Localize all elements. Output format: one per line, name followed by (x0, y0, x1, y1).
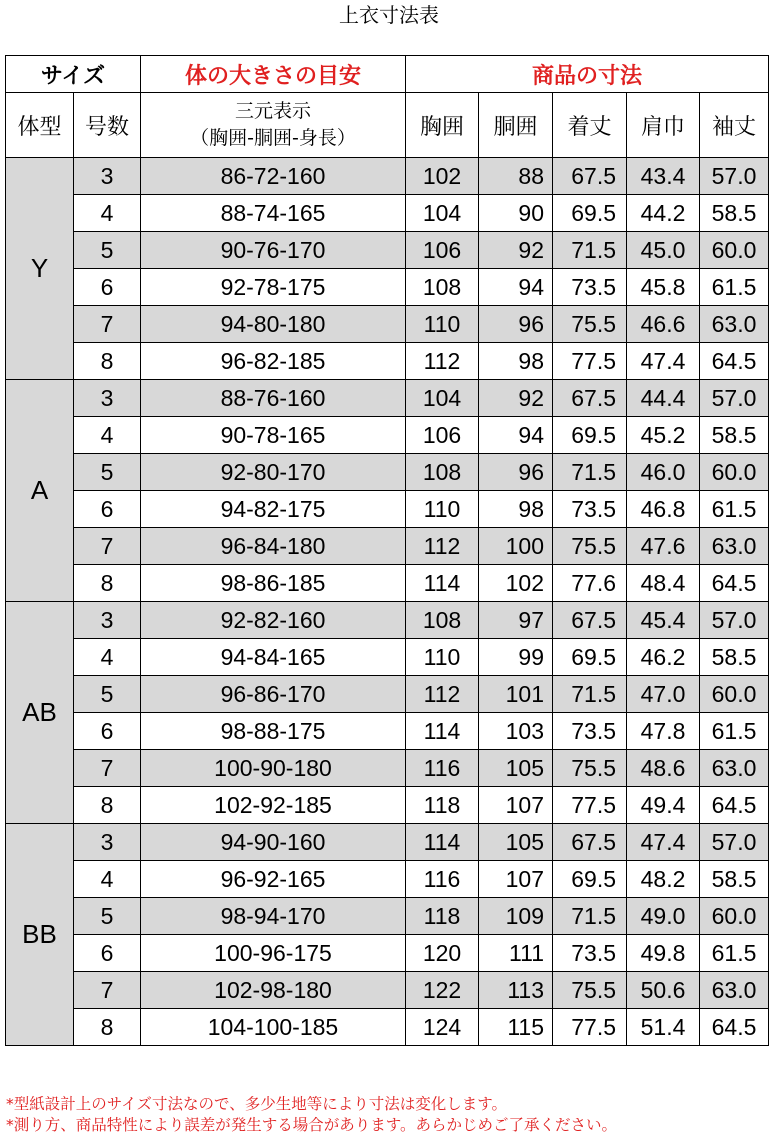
chest-cell: 118 (406, 898, 479, 935)
shoulder-cell: 49.0 (627, 898, 700, 935)
length-cell: 71.5 (553, 676, 627, 713)
sleeve-cell: 63.0 (700, 306, 769, 343)
sleeve-cell: 60.0 (700, 232, 769, 269)
sleeve-cell: 58.5 (700, 861, 769, 898)
waist-cell: 96 (479, 454, 553, 491)
table-row (6, 602, 769, 639)
waist-cell: 107 (479, 861, 553, 898)
length-cell: 71.5 (553, 454, 627, 491)
waist-cell: 105 (479, 824, 553, 861)
waist-cell: 103 (479, 713, 553, 750)
header-product-dims: 商品の寸法 (406, 56, 769, 93)
length-cell: 69.5 (553, 861, 627, 898)
chest-cell: 114 (406, 713, 479, 750)
sanmoku-cell: 100-96-175 (141, 935, 406, 972)
shoulder-cell: 46.6 (627, 306, 700, 343)
table-row (6, 639, 769, 676)
table-row (6, 898, 769, 935)
length-cell: 73.5 (553, 269, 627, 306)
shoulder-cell: 46.0 (627, 454, 700, 491)
length-cell: 71.5 (553, 898, 627, 935)
sanmoku-cell: 92-80-170 (141, 454, 406, 491)
length-cell: 75.5 (553, 750, 627, 787)
sleeve-cell: 64.5 (700, 343, 769, 380)
length-cell: 77.5 (553, 343, 627, 380)
waist-cell: 109 (479, 898, 553, 935)
waist-cell: 102 (479, 565, 553, 602)
table-row (6, 1009, 769, 1046)
chest-cell: 110 (406, 306, 479, 343)
size-number-cell: 4 (74, 861, 141, 898)
table-row (6, 269, 769, 306)
chest-cell: 110 (406, 639, 479, 676)
chest-cell: 112 (406, 676, 479, 713)
size-number-cell: 5 (74, 232, 141, 269)
table-row (6, 824, 769, 861)
sleeve-cell: 61.5 (700, 935, 769, 972)
sleeve-cell: 60.0 (700, 898, 769, 935)
sleeve-cell: 61.5 (700, 713, 769, 750)
header-shoulder: 肩巾 (627, 93, 700, 158)
chest-cell: 106 (406, 232, 479, 269)
header-sleeve: 袖丈 (700, 93, 769, 158)
sleeve-cell: 58.5 (700, 195, 769, 232)
length-cell: 69.5 (553, 195, 627, 232)
length-cell: 67.5 (553, 602, 627, 639)
table-row (6, 528, 769, 565)
shoulder-cell: 47.4 (627, 343, 700, 380)
shoulder-cell: 47.8 (627, 713, 700, 750)
size-number-cell: 3 (74, 380, 141, 417)
sanmoku-cell: 94-80-180 (141, 306, 406, 343)
sleeve-cell: 64.5 (700, 787, 769, 824)
size-number-cell: 8 (74, 565, 141, 602)
shoulder-cell: 48.6 (627, 750, 700, 787)
chest-cell: 124 (406, 1009, 479, 1046)
shoulder-cell: 49.4 (627, 787, 700, 824)
sanmoku-cell: 104-100-185 (141, 1009, 406, 1046)
table-row (6, 417, 769, 454)
table-row (6, 195, 769, 232)
size-number-cell: 5 (74, 898, 141, 935)
length-cell: 73.5 (553, 935, 627, 972)
waist-cell: 105 (479, 750, 553, 787)
sanmoku-cell: 100-90-180 (141, 750, 406, 787)
sleeve-cell: 64.5 (700, 1009, 769, 1046)
table-row (6, 935, 769, 972)
chest-cell: 102 (406, 158, 479, 195)
chest-cell: 108 (406, 602, 479, 639)
length-cell: 73.5 (553, 491, 627, 528)
sanmoku-cell: 88-76-160 (141, 380, 406, 417)
waist-cell: 100 (479, 528, 553, 565)
chest-cell: 118 (406, 787, 479, 824)
size-number-cell: 8 (74, 787, 141, 824)
size-number-cell: 6 (74, 491, 141, 528)
sleeve-cell: 61.5 (700, 491, 769, 528)
size-number-cell: 8 (74, 1009, 141, 1046)
sanmoku-cell: 92-82-160 (141, 602, 406, 639)
sanmoku-cell: 92-78-175 (141, 269, 406, 306)
size-number-cell: 7 (74, 750, 141, 787)
length-cell: 67.5 (553, 380, 627, 417)
sanmoku-cell: 96-82-185 (141, 343, 406, 380)
shoulder-cell: 44.2 (627, 195, 700, 232)
sleeve-cell: 63.0 (700, 528, 769, 565)
size-number-cell: 6 (74, 713, 141, 750)
waist-cell: 115 (479, 1009, 553, 1046)
header-sanmoku-line2: （胸囲-胴囲-身長） (190, 127, 356, 149)
size-number-cell: 4 (74, 417, 141, 454)
sanmoku-cell: 98-88-175 (141, 713, 406, 750)
length-cell: 77.5 (553, 787, 627, 824)
shoulder-cell: 51.4 (627, 1009, 700, 1046)
shoulder-cell: 47.6 (627, 528, 700, 565)
length-cell: 67.5 (553, 824, 627, 861)
table-row (6, 713, 769, 750)
chest-cell: 108 (406, 454, 479, 491)
shoulder-cell: 46.8 (627, 491, 700, 528)
note-1: *型紙設計上のサイズ寸法なので、多少生地等により寸法は変化します。 (6, 1095, 507, 1113)
note-2: *測り方、商品特性により誤差が発生する場合があります。あらかじめご了承ください。 (6, 1116, 618, 1134)
waist-cell: 92 (479, 380, 553, 417)
size-number-cell: 4 (74, 195, 141, 232)
size-number-cell: 5 (74, 676, 141, 713)
body-type-cell: Y (6, 158, 74, 380)
length-cell: 75.5 (553, 972, 627, 1009)
waist-cell: 94 (479, 269, 553, 306)
length-cell: 69.5 (553, 639, 627, 676)
sleeve-cell: 57.0 (700, 158, 769, 195)
waist-cell: 99 (479, 639, 553, 676)
table-row (6, 565, 769, 602)
chest-cell: 112 (406, 528, 479, 565)
sanmoku-cell: 96-86-170 (141, 676, 406, 713)
size-number-cell: 7 (74, 972, 141, 1009)
shoulder-cell: 46.2 (627, 639, 700, 676)
length-cell: 67.5 (553, 158, 627, 195)
sleeve-cell: 57.0 (700, 380, 769, 417)
sleeve-cell: 63.0 (700, 972, 769, 1009)
chest-cell: 122 (406, 972, 479, 1009)
chest-cell: 116 (406, 750, 479, 787)
shoulder-cell: 49.8 (627, 935, 700, 972)
chest-cell: 104 (406, 195, 479, 232)
table-row (6, 972, 769, 1009)
length-cell: 75.5 (553, 528, 627, 565)
chest-cell: 110 (406, 491, 479, 528)
sanmoku-cell: 86-72-160 (141, 158, 406, 195)
shoulder-cell: 45.0 (627, 232, 700, 269)
waist-cell: 94 (479, 417, 553, 454)
size-number-cell: 5 (74, 454, 141, 491)
size-number-cell: 3 (74, 824, 141, 861)
header-sanmoku-line1: 三元表示 (234, 100, 311, 122)
table-row (6, 676, 769, 713)
waist-cell: 98 (479, 343, 553, 380)
table-row (6, 454, 769, 491)
size-number-cell: 4 (74, 639, 141, 676)
shoulder-cell: 45.8 (627, 269, 700, 306)
sleeve-cell: 58.5 (700, 639, 769, 676)
size-number-cell: 3 (74, 602, 141, 639)
sanmoku-cell: 94-84-165 (141, 639, 406, 676)
header-number: 号数 (74, 93, 141, 158)
sanmoku-cell: 98-86-185 (141, 565, 406, 602)
length-cell: 71.5 (553, 232, 627, 269)
length-cell: 73.5 (553, 713, 627, 750)
shoulder-cell: 47.0 (627, 676, 700, 713)
waist-cell: 111 (479, 935, 553, 972)
sanmoku-cell: 90-78-165 (141, 417, 406, 454)
header-length: 着丈 (553, 93, 627, 158)
size-number-cell: 6 (74, 935, 141, 972)
waist-cell: 88 (479, 158, 553, 195)
table-row (6, 343, 769, 380)
shoulder-cell: 45.2 (627, 417, 700, 454)
header-body-type: 体型 (6, 93, 74, 158)
table-row (6, 861, 769, 898)
size-number-cell: 7 (74, 306, 141, 343)
length-cell: 77.6 (553, 565, 627, 602)
chest-cell: 120 (406, 935, 479, 972)
body-type-cell: AB (6, 602, 74, 824)
table-row (6, 306, 769, 343)
table-row (6, 232, 769, 269)
size-number-cell: 6 (74, 269, 141, 306)
header-body-guide: 体の大きさの目安 (141, 56, 406, 93)
length-cell: 75.5 (553, 306, 627, 343)
header-chest: 胸囲 (406, 93, 479, 158)
table-row (6, 158, 769, 195)
shoulder-cell: 50.6 (627, 972, 700, 1009)
page-title: 上衣寸法表 (339, 3, 439, 27)
body-type-cell: A (6, 380, 74, 602)
waist-cell: 97 (479, 602, 553, 639)
sleeve-cell: 57.0 (700, 824, 769, 861)
waist-cell: 96 (479, 306, 553, 343)
header-sanmoku (141, 93, 406, 158)
size-number-cell: 8 (74, 343, 141, 380)
length-cell: 69.5 (553, 417, 627, 454)
sanmoku-cell: 102-98-180 (141, 972, 406, 1009)
length-cell: 77.5 (553, 1009, 627, 1046)
sleeve-cell: 58.5 (700, 417, 769, 454)
waist-cell: 113 (479, 972, 553, 1009)
sleeve-cell: 60.0 (700, 676, 769, 713)
waist-cell: 101 (479, 676, 553, 713)
waist-cell: 98 (479, 491, 553, 528)
sanmoku-cell: 98-94-170 (141, 898, 406, 935)
sanmoku-cell: 96-84-180 (141, 528, 406, 565)
size-number-cell: 7 (74, 528, 141, 565)
sleeve-cell: 60.0 (700, 454, 769, 491)
chest-cell: 112 (406, 343, 479, 380)
size-number-cell: 3 (74, 158, 141, 195)
sanmoku-cell: 88-74-165 (141, 195, 406, 232)
chest-cell: 116 (406, 861, 479, 898)
chest-cell: 104 (406, 380, 479, 417)
sanmoku-cell: 90-76-170 (141, 232, 406, 269)
sanmoku-cell: 94-90-160 (141, 824, 406, 861)
table-row (6, 380, 769, 417)
sleeve-cell: 64.5 (700, 565, 769, 602)
chest-cell: 108 (406, 269, 479, 306)
shoulder-cell: 45.4 (627, 602, 700, 639)
sleeve-cell: 57.0 (700, 602, 769, 639)
sanmoku-cell: 96-92-165 (141, 861, 406, 898)
waist-cell: 92 (479, 232, 553, 269)
body-type-cell: BB (6, 824, 74, 1046)
table-row (6, 750, 769, 787)
chest-cell: 106 (406, 417, 479, 454)
sleeve-cell: 61.5 (700, 269, 769, 306)
size-table (5, 55, 769, 1046)
waist-cell: 90 (479, 195, 553, 232)
shoulder-cell: 48.4 (627, 565, 700, 602)
sleeve-cell: 63.0 (700, 750, 769, 787)
header-waist: 胴囲 (479, 93, 553, 158)
header-size: サイズ (6, 56, 141, 93)
waist-cell: 107 (479, 787, 553, 824)
chest-cell: 114 (406, 824, 479, 861)
sanmoku-cell: 102-92-185 (141, 787, 406, 824)
sanmoku-cell: 94-82-175 (141, 491, 406, 528)
shoulder-cell: 44.4 (627, 380, 700, 417)
table-row (6, 491, 769, 528)
shoulder-cell: 43.4 (627, 158, 700, 195)
chest-cell: 114 (406, 565, 479, 602)
table-row (6, 787, 769, 824)
shoulder-cell: 47.4 (627, 824, 700, 861)
shoulder-cell: 48.2 (627, 861, 700, 898)
